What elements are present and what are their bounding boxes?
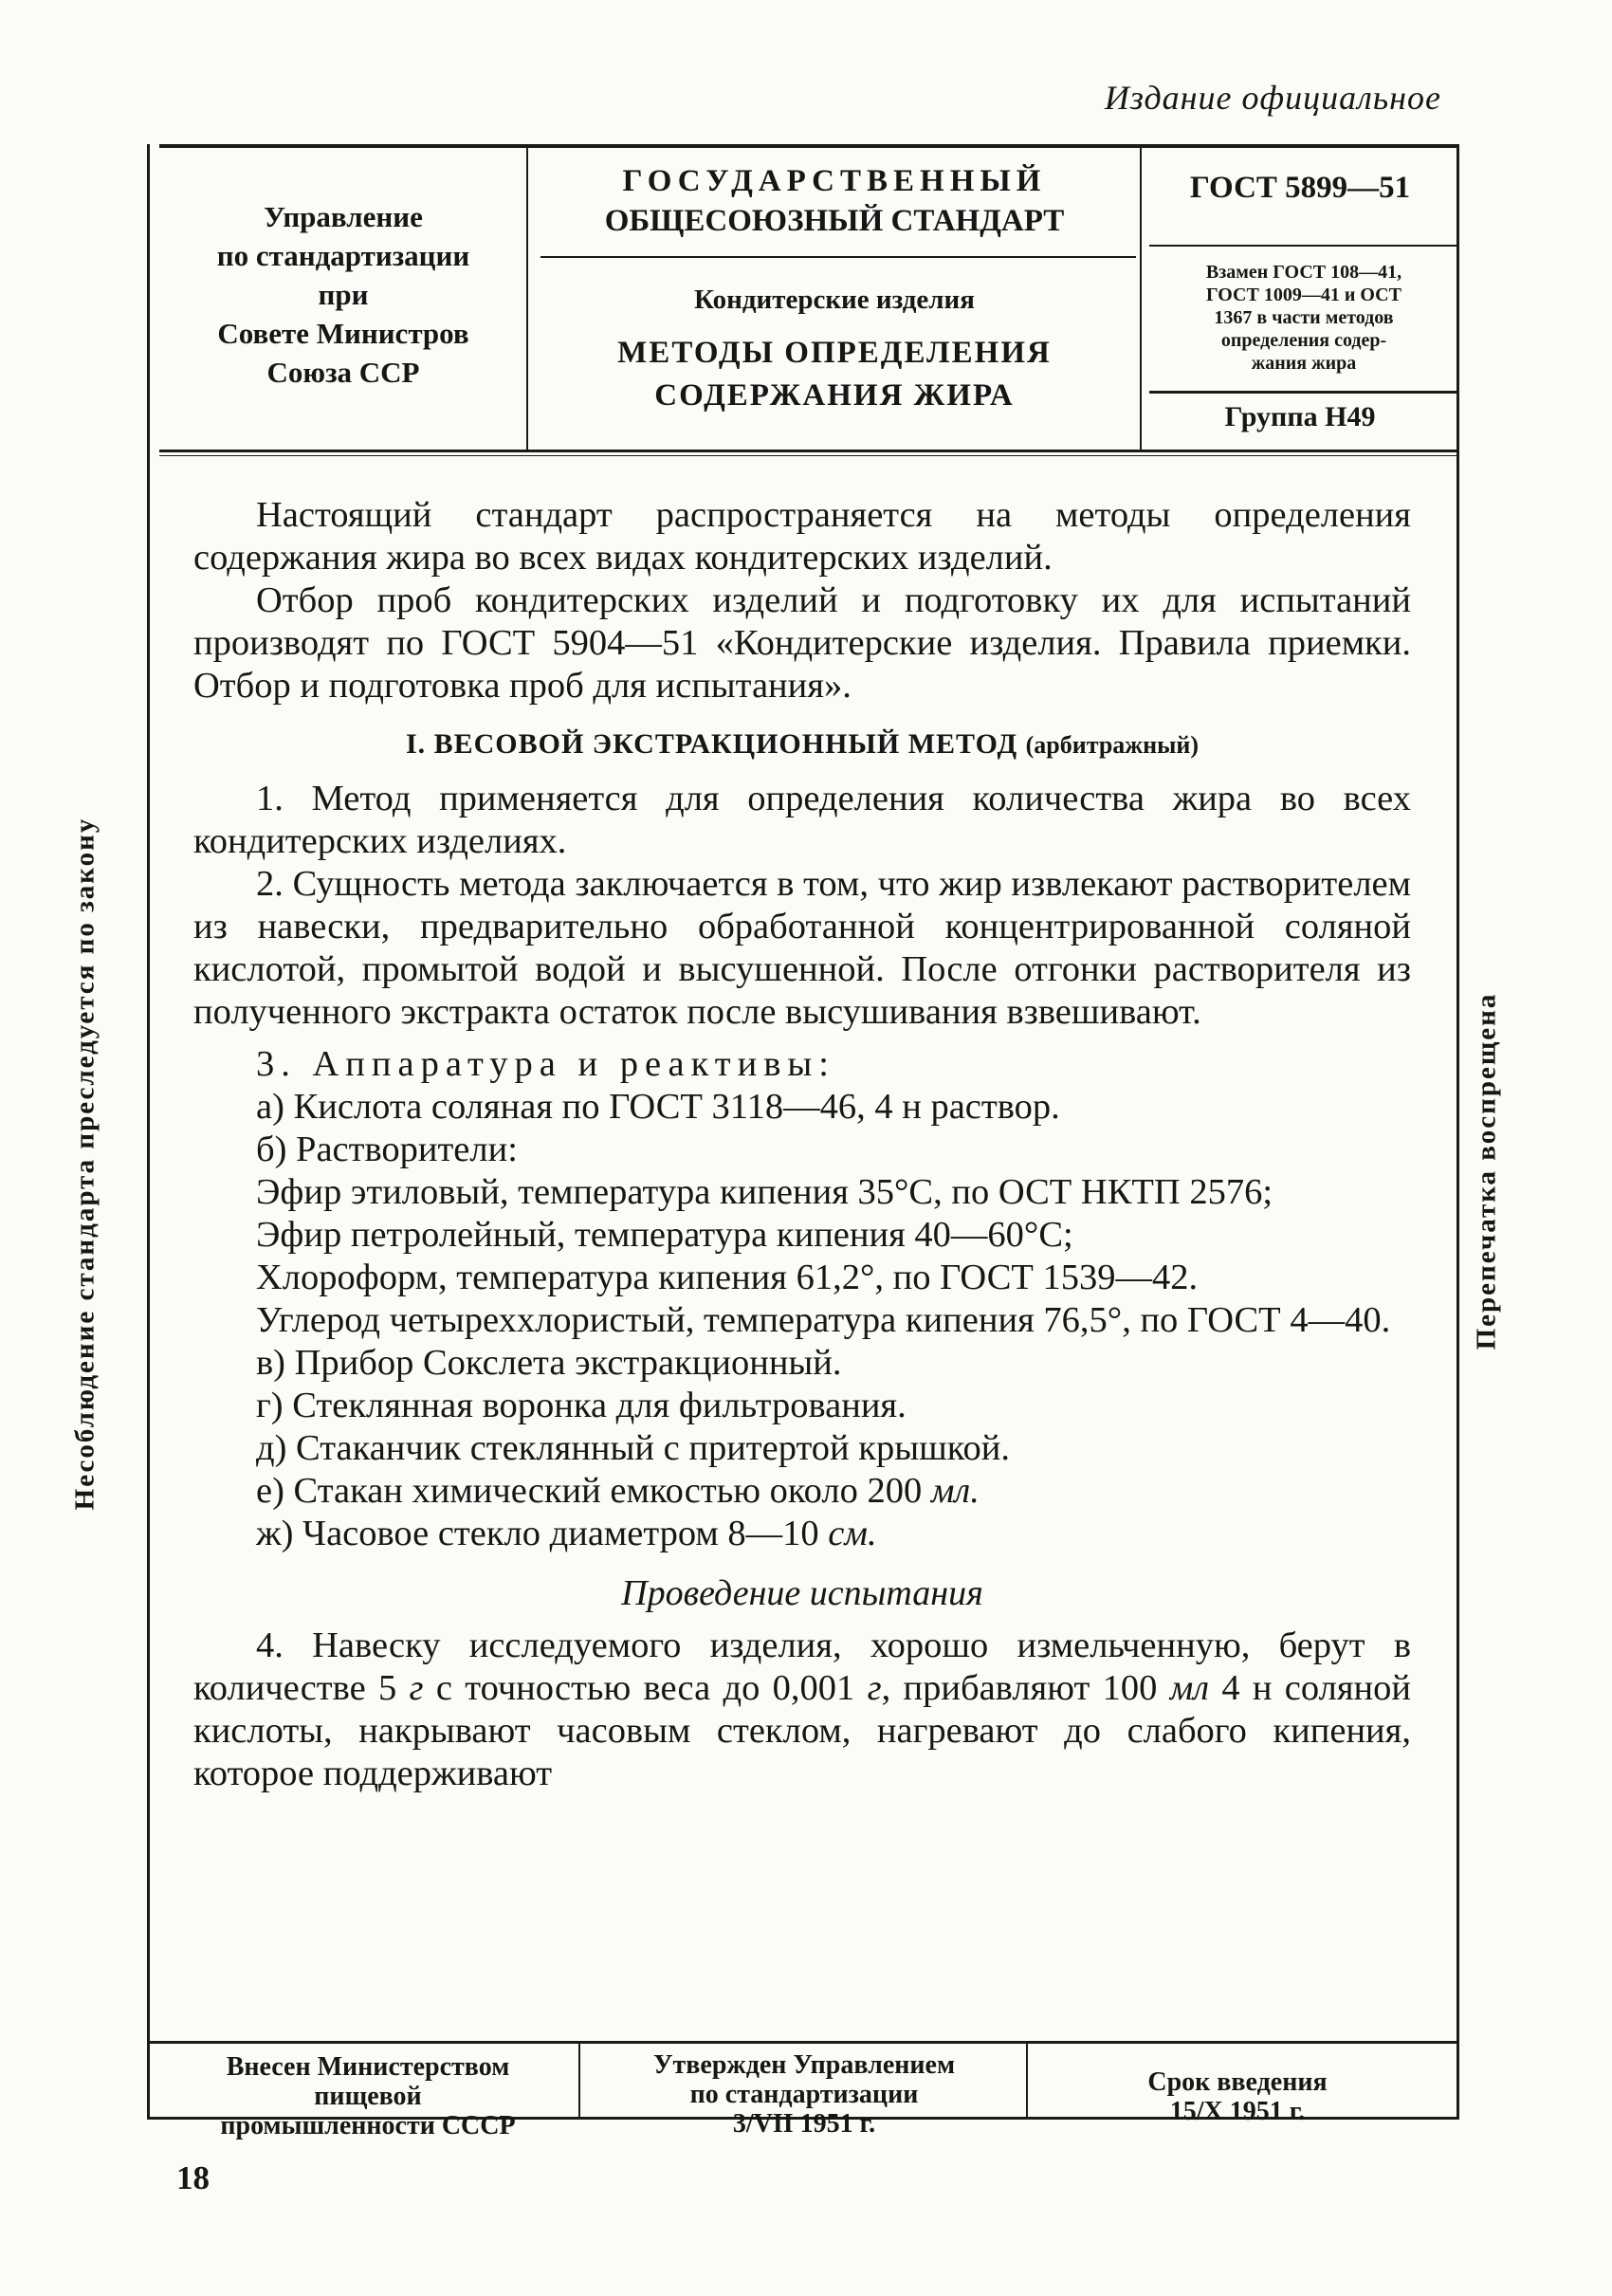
solvent-item: Хлороформ, температура кипения 61,2°, по ГОСТ 1539—42. <box>256 1258 1199 1297</box>
group-code: Группа Н49 <box>1224 401 1376 432</box>
list-item-e <box>193 1470 1411 1513</box>
authority-line: Управление <box>264 200 423 233</box>
paragraph-1: 1. Метод применяется для определения количества жира во всех кондитерских изделиях. <box>193 779 1411 861</box>
method-title-line: СОДЕРЖАНИЯ ЖИРА <box>654 378 1015 413</box>
section-note: (арбитражный) <box>1025 731 1200 759</box>
authority-line: по стандартизации <box>216 239 470 272</box>
paragraph-2: 2. Сущность метода заключается в том, что жир извлекают растворителем из навески, предварительно обработанной концентрированной соляной кислотой, промытой водой и высушенной. После отгонки растворителя из полученного экстракта остаток после высушивания взвешивают. <box>193 864 1411 1032</box>
authority-line: Совете Министров <box>217 317 469 350</box>
footer-line: по стандартизации <box>689 2080 919 2109</box>
intro-paragraph: Настоящий стандарт распространяется на методы определения содержания жира во всех видах кондитерских изделий. <box>193 495 1411 578</box>
header-bottom-rule-2 <box>159 455 1456 456</box>
replaces-line: 1367 в части методов <box>1214 307 1394 328</box>
list-item-zh-text: ж) Часовое стекло диаметром 8—10 <box>256 1514 829 1553</box>
section-title: I. ВЕСОВОЙ ЭКСТРАКЦИОННЫЙ МЕТОД <box>405 728 1018 760</box>
unit-cm: см. <box>828 1514 877 1553</box>
authority-line: при <box>318 278 369 311</box>
footer-line: Внесен Министерством <box>226 2052 510 2082</box>
header-divider-2 <box>1140 148 1142 450</box>
page-number: 18 <box>176 2159 210 2196</box>
method-title-line: МЕТОДЫ ОПРЕДЕЛЕНИЯ <box>617 336 1052 370</box>
standard-type-line: ОБЩЕСОЮЗНЫЙ СТАНДАРТ <box>604 204 1065 238</box>
list-item-d: д) Стаканчик стеклянный с притертой крышкой. <box>256 1428 1010 1468</box>
header-bottom-rule <box>159 450 1456 452</box>
replaces-line: Взамен ГОСТ 108—41, <box>1205 262 1402 283</box>
gost-number: ГОСТ 5899—51 <box>1189 171 1411 205</box>
paragraph-3-heading <box>193 1043 1411 1086</box>
replaces-note <box>1147 261 1460 375</box>
left-frame-rule <box>147 144 150 2119</box>
method-title <box>540 332 1128 417</box>
standard-type <box>540 161 1128 241</box>
list-item-zh <box>193 1513 1411 1555</box>
solvent-item: Углерод четыреххлористый, температура кипения 76,5°, по ГОСТ 4—40. <box>256 1300 1391 1340</box>
authority-line: Союза ССР <box>266 356 420 389</box>
footer-line: 3/VII 1951 г. <box>732 2109 876 2139</box>
header-gost-rule <box>1149 245 1456 247</box>
footer-divider-2 <box>1026 2044 1028 2117</box>
edition-label: Издание официальное <box>1104 79 1441 117</box>
header-authority <box>163 197 523 392</box>
equipment-heading: 3. Аппаратура и реактивы: <box>256 1044 835 1084</box>
replaces-line: ГОСТ 1009—41 и ОСТ <box>1206 285 1401 305</box>
footer-divider-1 <box>578 2044 580 2117</box>
approved-by <box>586 2050 1022 2139</box>
unit-ml: мл <box>1169 1668 1210 1708</box>
standard-subject: Кондитерские изделия <box>694 285 975 315</box>
legal-notice-vertical: Несоблюдение стандарта преследуется по закону <box>69 817 101 1511</box>
footer-line: Срок введения <box>1147 2067 1328 2097</box>
header-title-rule <box>540 256 1136 258</box>
p4-part: с точностью веса до 0,001 <box>423 1668 868 1708</box>
list-item-b: б) Растворители: <box>256 1130 518 1169</box>
paragraph-4 <box>193 1625 1411 1795</box>
document-body <box>193 494 1411 1795</box>
standard-type-line: ГОСУДАРСТВЕННЫЙ <box>622 164 1047 198</box>
header-top-rule <box>159 144 1456 148</box>
footer-line: пищевой <box>314 2082 422 2111</box>
footer-line: 15/Х 1951 г. <box>1169 2097 1306 2126</box>
header-divider-1 <box>526 148 528 450</box>
solvent-item: Эфир этиловый, температура кипения 35°С, по ОСТ НКТП 2576; <box>256 1172 1273 1212</box>
footer-top-rule <box>147 2041 1459 2044</box>
list-item-v: в) Прибор Сокслета экстракционный. <box>256 1343 842 1383</box>
list-item-a: а) Кислота соляная по ГОСТ 3118—46, 4 н раствор. <box>256 1087 1060 1127</box>
right-frame-rule <box>1456 144 1459 2119</box>
list-item-e-text: е) Стакан химический емкостью около 200 <box>256 1471 931 1511</box>
section-heading <box>193 723 1411 766</box>
unit-g: г <box>409 1668 424 1708</box>
replaces-line: жания жира <box>1251 353 1357 374</box>
introduced-by <box>159 2052 577 2140</box>
replaces-line: определения содер- <box>1220 330 1387 351</box>
list-item-g: г) Стеклянная воронка для фильтрования. <box>256 1386 907 1425</box>
p4-part: 4 н соляной кислоты, накрывают часовым стеклом, нагревают до слабого кипения, которое поддерживают <box>193 1668 1412 1793</box>
footer-line: Утвержден Управлением <box>652 2050 956 2080</box>
solvent-item: Эфир петролейный, температура кипения 40—60°С; <box>256 1215 1073 1255</box>
intro-paragraph: Отбор проб кондитерских изделий и подготовку их для испытаний производят по ГОСТ 5904—51 «Кондитерские изделия. Правила приемки. Отбор и подготовка проб для испытания». <box>193 580 1411 706</box>
p4-part: , прибавляют 100 <box>881 1668 1170 1708</box>
footer-line: промышленности СССР <box>220 2111 516 2140</box>
reprint-notice-vertical: Перепечатка воспрещена <box>1471 992 1502 1350</box>
unit-g: г <box>867 1668 882 1708</box>
subsection-heading: Проведение испытания <box>621 1573 983 1613</box>
unit-ml: мл. <box>930 1471 980 1511</box>
header-group-rule <box>1149 391 1456 394</box>
p4-part: 4. Навеску исследуемого изделия, хорошо измельченную, берут в количестве 5 <box>193 1626 1411 1708</box>
effective-date <box>1034 2067 1441 2126</box>
